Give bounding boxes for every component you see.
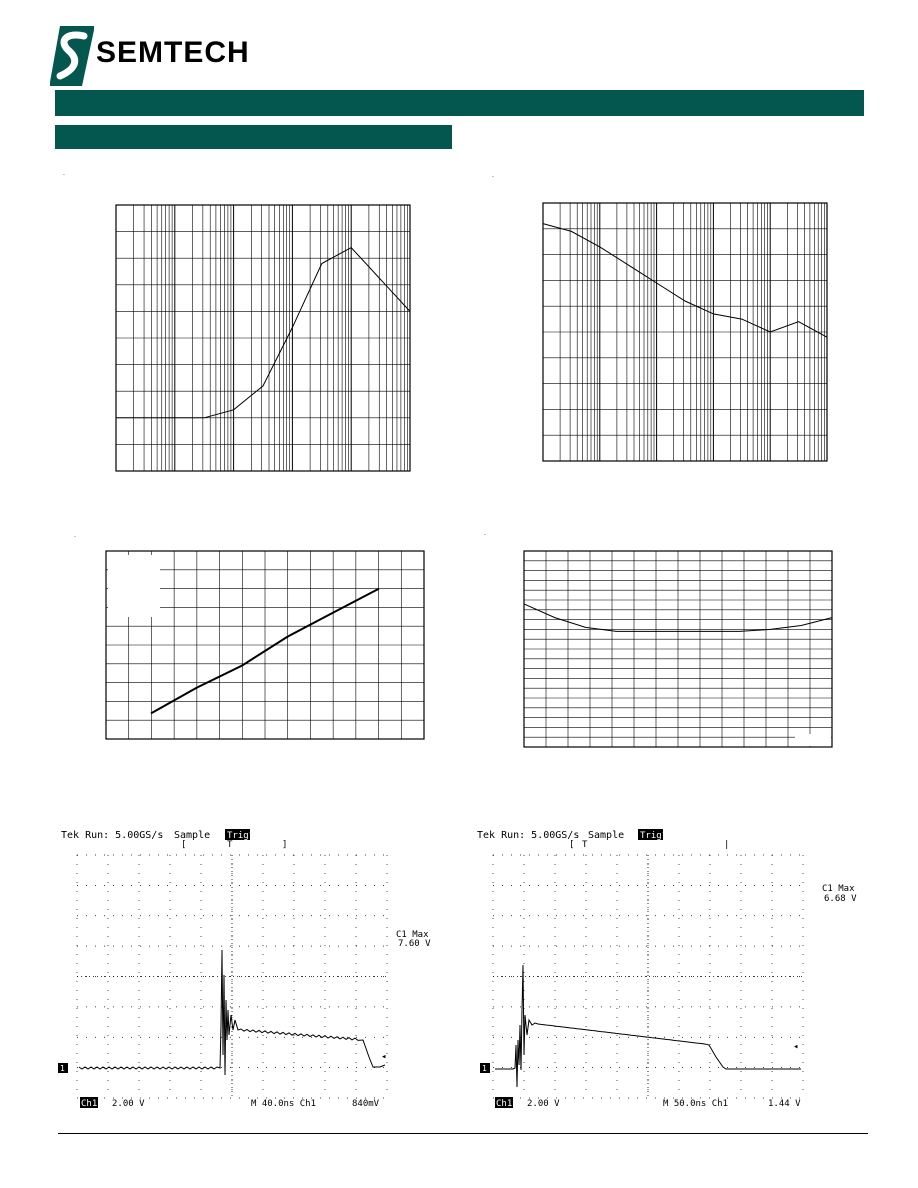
- scope1-ch-scale: 2.00 V: [112, 1099, 145, 1109]
- chart3-mark: .: [74, 532, 76, 539]
- scope1-mode: Sample: [174, 830, 211, 841]
- scope1-trigger-pos-icon: T: [227, 840, 233, 850]
- scope1-cursor-right-icon: ]: [282, 840, 288, 850]
- scope1-graticule: [77, 855, 387, 1098]
- scope2-trig-arrow-icon: ◂: [793, 1042, 799, 1052]
- brand-name: SEMTECH: [96, 36, 250, 69]
- scope2-graticule: [493, 855, 803, 1098]
- scope2-trigger-pos-icon: T: [582, 840, 588, 850]
- chart3-legend-box: [108, 555, 160, 617]
- chart1-grid: [116, 205, 410, 471]
- section-bar: [55, 125, 452, 149]
- chart4-legend-box: [795, 734, 831, 746]
- scope1-trace: [79, 950, 385, 1075]
- scope2-meas-label: C1 Max: [822, 884, 855, 894]
- scope1-trig: Trig?: [227, 831, 255, 841]
- scope2-cursor-left-icon: [: [569, 840, 575, 850]
- scope1-ch-label: Ch1: [81, 1099, 98, 1109]
- scope1-timebase: M 40.0ns Ch1: [251, 1099, 317, 1109]
- scope2-ch-marker-label: 1: [482, 1064, 487, 1073]
- scope2-trig-level: 1.44 V: [768, 1099, 801, 1109]
- scope2-ch-label: Ch1: [496, 1099, 513, 1109]
- scope1-header: Tek Run: 5.00GS/s: [61, 830, 164, 841]
- chart1: [115, 204, 411, 472]
- chart2-mark: .: [492, 172, 494, 179]
- scope1-trig-level: 840mV: [352, 1099, 380, 1109]
- scope2-meas-value: 6.68 V: [824, 894, 857, 904]
- scope2-cursor-right-icon: |: [724, 840, 730, 850]
- chart2-grid: [543, 203, 827, 461]
- chart3: [105, 550, 425, 740]
- scope1: [55, 825, 450, 1115]
- header-bar: [55, 90, 864, 116]
- scope1-meas-value: 7.60 V: [398, 939, 431, 949]
- chart2: [542, 202, 828, 462]
- scope2-header: Tek Run: 5.00GS/s: [477, 830, 580, 841]
- semtech-logo-icon: [50, 26, 94, 86]
- scope2-mode: Sample: [588, 830, 625, 841]
- chart4-grid: [524, 551, 832, 747]
- scope1-trig-arrow-icon: ◂: [381, 1052, 387, 1062]
- scope1-meas-label: C1 Max: [396, 930, 429, 940]
- footer-rule: [58, 1133, 868, 1134]
- scope1-cursor-left-icon: [: [181, 840, 187, 850]
- chart4: [523, 550, 833, 748]
- scope2-ch-scale: 2.00 V: [527, 1099, 560, 1109]
- scope2: [473, 825, 868, 1115]
- scope1-ch-marker-label: 1: [60, 1064, 65, 1073]
- chart4-mark: .: [484, 530, 486, 537]
- chart1-mark: .: [63, 170, 65, 177]
- scope2-timebase: M 50.0ns Ch1: [663, 1099, 729, 1109]
- scope2-trig: Trig?: [640, 831, 668, 841]
- chart1-series-line: [116, 248, 410, 418]
